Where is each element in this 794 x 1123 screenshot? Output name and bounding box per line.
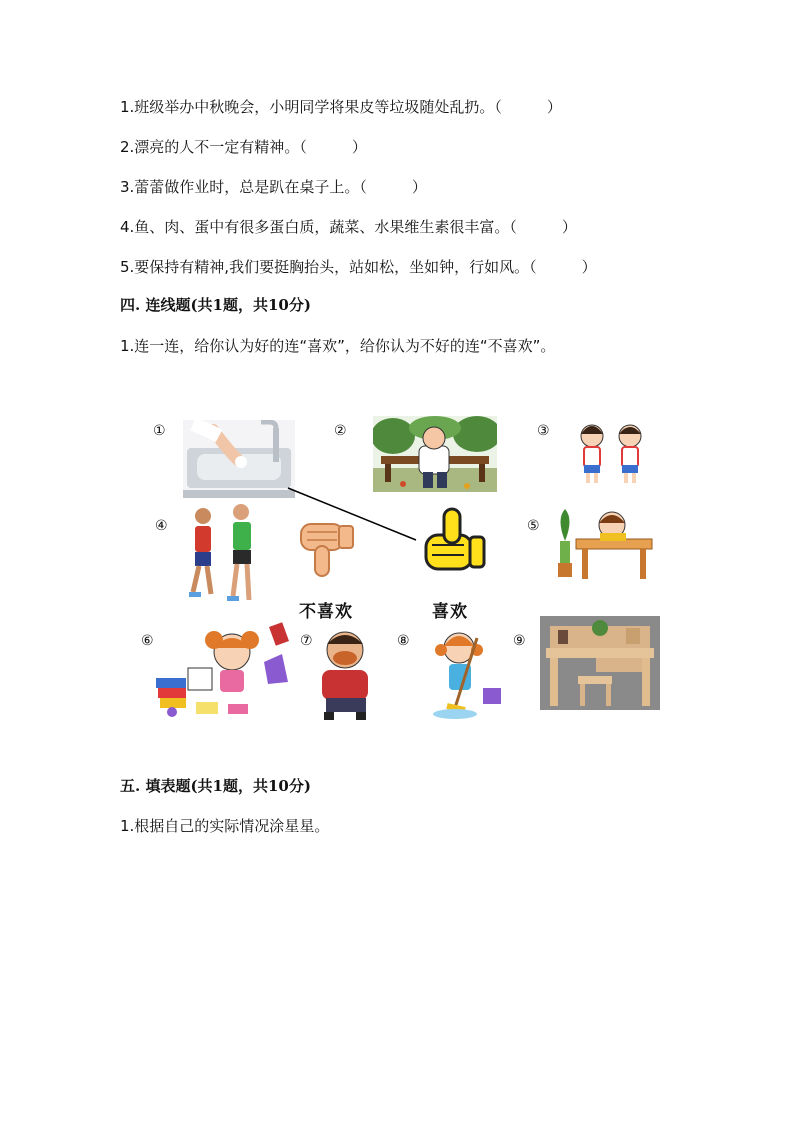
judgement-item-5: 5.要保持有精神,我们要挺胸抬头，站如松，坐如钟，行如风。（ ）: [120, 258, 597, 276]
judgement-item-1: 1.班级举办中秋晚会，小明同学将果皮等垃圾随处乱扔。（ ）: [120, 98, 562, 116]
marker-4: ④: [155, 518, 168, 534]
section-5-question: 1.根据自己的实际情况涂星星。: [120, 817, 330, 835]
marker-2: ②: [334, 423, 347, 439]
section-4-heading: 四. 连线题(共1题，共10分): [120, 296, 311, 314]
judgement-item-2: 2.漂亮的人不一定有精神。（ ）: [120, 138, 367, 156]
marker-8: ⑧: [397, 633, 410, 649]
judgement-item-4: 4.鱼、肉、蛋中有很多蛋白质，蔬菜、水果维生素很丰富。（ ）: [120, 218, 577, 236]
marker-1: ①: [153, 423, 166, 439]
marker-6: ⑥: [141, 633, 154, 649]
like-label: 喜欢: [432, 602, 468, 622]
section-4-question: 1.连一连，给你认为好的连“喜欢”，给你认为不好的连“不喜欢”。: [120, 337, 556, 355]
marker-3: ③: [537, 423, 550, 439]
marker-7: ⑦: [300, 633, 313, 649]
marker-9: ⑨: [513, 633, 526, 649]
judgement-item-3: 3.蕾蕾做作业时，总是趴在桌子上。（ ）: [120, 178, 427, 196]
marker-5: ⑤: [527, 518, 540, 534]
dislike-label: 不喜欢: [299, 602, 353, 622]
section-5-heading: 五. 填表题(共1题，共10分): [120, 777, 311, 795]
